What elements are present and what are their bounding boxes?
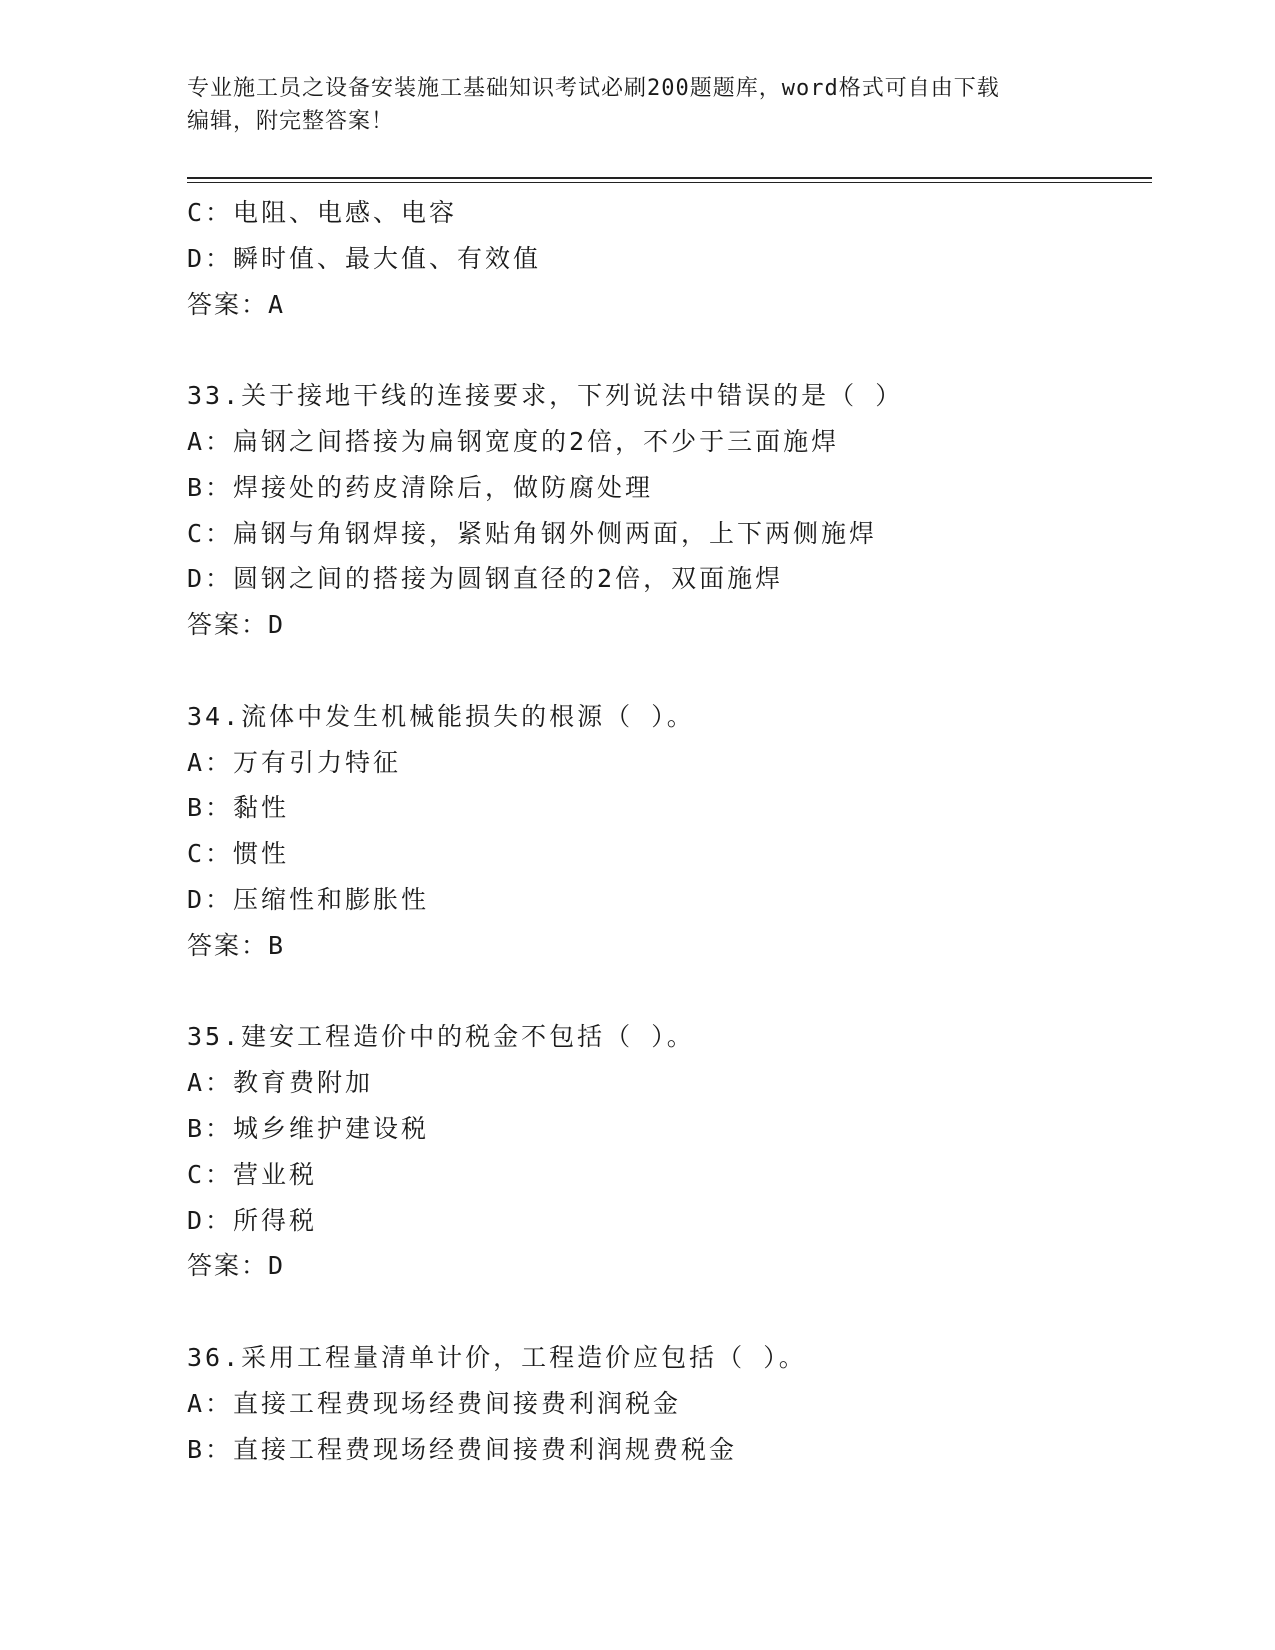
question-spacer — [187, 969, 1152, 1015]
option-c: C：惯性 — [187, 839, 290, 869]
answer-line: 答案：D — [187, 1251, 286, 1281]
answer-line: 答案：D — [187, 610, 286, 640]
answer-line: 答案：B — [187, 930, 286, 960]
option-d: D：所得税 — [187, 1205, 318, 1235]
option-a: A：万有引力特征 — [187, 747, 402, 777]
question-stem: 36.采用工程量清单计价，工程造价应包括（ ）。 — [187, 1342, 807, 1372]
question-34 — [187, 694, 1152, 969]
question-stem: 34.流体中发生机械能损失的根源（ ）。 — [187, 701, 695, 731]
option-b: B：黏性 — [187, 793, 290, 823]
option-c: C：扁钢与角钢焊接，紧贴角钢外侧两面，上下两侧施焊 — [187, 518, 878, 548]
header-title-line-1: 专业施工员之设备安装施工基础知识考试必刷200题题库，word格式可自由下载 — [187, 76, 1000, 101]
question-stem: 33.关于接地干线的连接要求，下列说法中错误的是（ ） — [187, 381, 904, 411]
question-stem: 35.建安工程造价中的税金不包括（ ）。 — [187, 1022, 695, 1052]
option-a: A：扁钢之间搭接为扁钢宽度的2倍，不少于三面施焊 — [187, 426, 840, 456]
option-d: D：圆钢之间的搭接为圆钢直径的2倍，双面施焊 — [187, 564, 784, 594]
option-a: A：直接工程费现场经费间接费利润税金 — [187, 1388, 682, 1418]
header-divider-thin — [187, 182, 1152, 183]
option-d: D：瞬时值、最大值、有效值 — [187, 243, 542, 273]
option-a: A：教育费附加 — [187, 1068, 374, 1098]
question-36 — [187, 1335, 1152, 1472]
question-32-tail — [187, 190, 1152, 327]
option-b: B：城乡维护建设税 — [187, 1113, 430, 1143]
question-list — [187, 190, 1152, 1472]
document-header — [187, 72, 1087, 138]
question-33 — [187, 373, 1152, 648]
option-c: C：电阻、电感、电容 — [187, 198, 458, 227]
header-title-line-2: 编辑，附完整答案！ — [187, 109, 395, 134]
option-d: D：压缩性和膨胀性 — [187, 884, 430, 914]
header-divider-thick — [187, 177, 1152, 179]
question-35 — [187, 1014, 1152, 1289]
question-spacer — [187, 1289, 1152, 1335]
question-spacer — [187, 648, 1152, 694]
option-b: B：焊接处的药皮清除后，做防腐处理 — [187, 472, 654, 502]
answer-line: 答案：A — [187, 289, 286, 319]
question-spacer — [187, 327, 1152, 373]
option-b: B：直接工程费现场经费间接费利润规费税金 — [187, 1434, 738, 1464]
option-c: C：营业税 — [187, 1159, 318, 1189]
